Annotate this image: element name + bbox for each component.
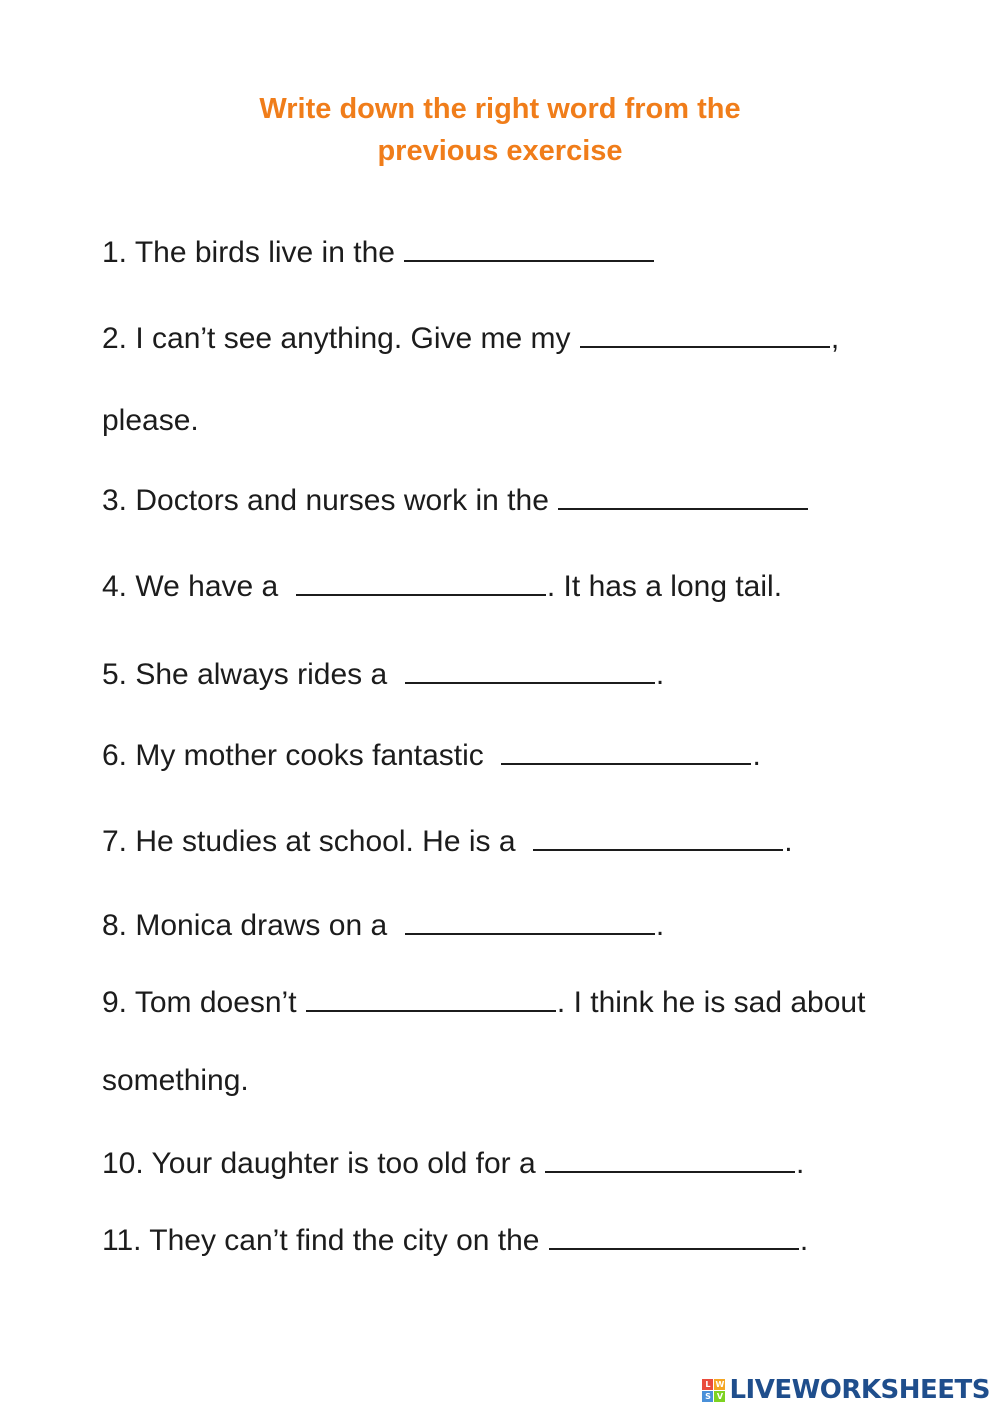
question-text-after: . [799,1224,809,1257]
title-line-2: previous exercise [377,135,623,167]
question-text: 2. I can’t see anything. Give me my [102,322,579,355]
logo-letter: W [715,1379,725,1389]
question-4 [102,568,782,605]
logo-letter: V [714,1391,725,1402]
question-8 [102,907,664,944]
answer-blank[interactable] [405,907,655,935]
answer-blank[interactable] [404,234,654,262]
question-5 [102,656,664,693]
question-text-after: . [784,825,793,858]
question-2 [102,320,839,357]
question-2-continuation: please. [102,404,199,437]
logo-letter: S [702,1391,713,1402]
question-text: 3. Doctors and nurses work in the [102,484,558,517]
question-text-after: . [796,1147,805,1180]
question-text: 4. We have a [102,570,295,603]
question-text: 6. My mother cooks fantastic [102,739,501,772]
answer-blank[interactable] [306,984,556,1012]
question-10 [102,1145,804,1182]
question-9 [102,984,865,1021]
question-text: 1. The birds live in the [102,236,404,269]
question-text-after: . [655,909,665,942]
liveworksheets-logo [702,1375,990,1405]
brand-name: LIVEWORKSHEETS [729,1375,990,1405]
answer-blank[interactable] [545,1145,795,1173]
logo-grid-icon [702,1379,725,1402]
logo-letter: L [702,1379,713,1390]
question-7 [102,823,793,860]
question-text: 11. They can’t find the city on the [102,1224,548,1257]
answer-blank[interactable] [296,568,546,596]
answer-blank[interactable] [580,320,830,348]
answer-blank[interactable] [549,1222,799,1250]
answer-blank[interactable] [533,823,783,851]
question-3 [102,482,809,519]
question-11 [102,1222,808,1259]
question-text: 10. Your daughter is too old for a [102,1147,544,1180]
question-text: 9. Tom doesn’t [102,986,305,1019]
question-text: 8. Monica draws on a [102,909,404,942]
title-line-1: Write down the right word from the [259,93,741,125]
answer-blank[interactable] [558,482,808,510]
question-text-after: . I think he is sad about [556,986,866,1019]
worksheet-title [0,88,1000,172]
question-text-after: , [830,322,840,355]
question-text: 7. He studies at school. He is a [102,825,533,858]
question-9-continuation: something. [102,1064,249,1097]
question-text: 5. She always rides a [102,658,404,691]
question-text-after: . It has a long tail. [546,570,783,603]
answer-blank[interactable] [501,737,751,765]
question-text-after: . [752,739,761,772]
question-1 [102,234,655,271]
question-6 [102,737,761,774]
question-text-after: . [655,658,665,691]
answer-blank[interactable] [405,656,655,684]
